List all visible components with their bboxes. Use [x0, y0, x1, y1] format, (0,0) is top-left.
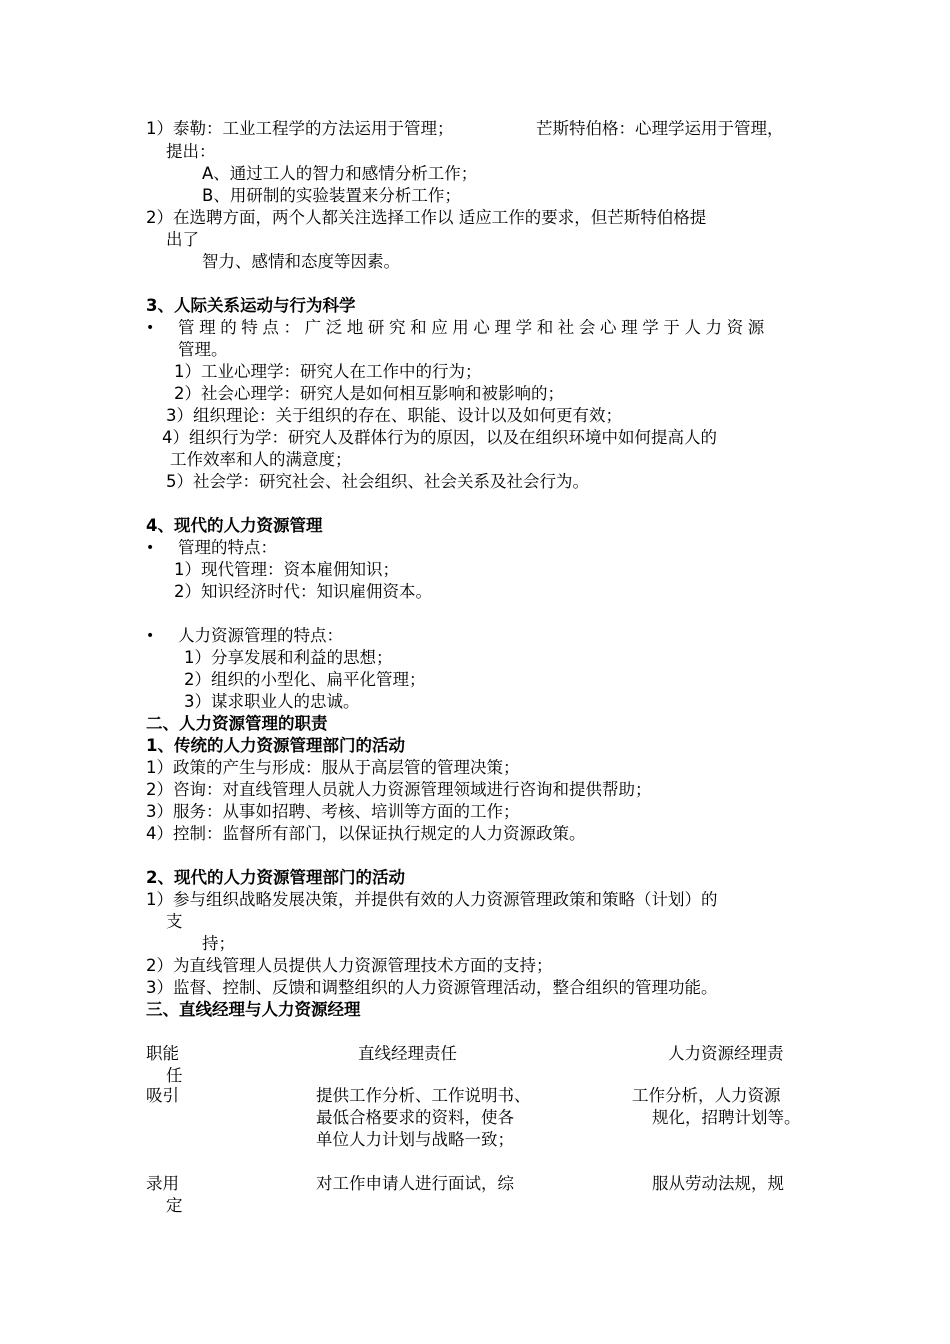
selection-line-cont: 出了 [166, 230, 199, 249]
selection-line: 2）在选聘方面，两个人都关注选择工作以 适应工作的要求，但芒斯特伯格提 [146, 208, 707, 227]
list-item: 1）现代管理：资本雇佣知识； [174, 560, 399, 579]
bullet-icon: • [146, 540, 155, 556]
table-header-hr-manager: 人力资源经理责 [668, 1044, 784, 1063]
list-item: 1）分享发展和利益的思想； [184, 648, 393, 667]
heading-modern-hrm: 4、现代的人力资源管理 [146, 516, 323, 535]
table-cell-line: 提供工作分析、工作说明书、 [316, 1086, 531, 1105]
list-item-cont: 工作效率和人的满意度； [170, 450, 352, 469]
table-cell-line: 单位人力计划与战略一致； [316, 1130, 514, 1149]
list-item: 4）控制：监督所有部门，以保证执行规定的人力资源政策。 [146, 824, 586, 843]
list-item: 2）组织的小型化、扁平化管理； [184, 670, 426, 689]
list-item: 4）组织行为学：研究人及群体行为的原因，以及在组织环境中如何提高人的 [162, 428, 717, 447]
table-cell-function: 录用 [146, 1174, 179, 1193]
proposed-label: 提出： [166, 142, 216, 161]
table-cell-function-cont: 定 [166, 1196, 183, 1215]
bullet-icon: • [146, 628, 155, 644]
item-b: B、用研制的实验装置来分析工作； [202, 186, 461, 205]
heading-line-vs-hr: 三、直线经理与人力资源经理 [146, 1000, 361, 1019]
taylor-line: 1）泰勒：工业工程学的方法运用于管理； [146, 119, 454, 138]
list-item: 3）谋求职业人的忠诚。 [184, 692, 360, 711]
list-item: 1）政策的产生与形成：服从于高层管的管理决策； [146, 758, 520, 777]
table-cell-hr: 工作分析，人力资源 [632, 1086, 781, 1105]
mgmt-feature-text: 管理的特点：广泛地研究和应用心理学和社会心理学于人力资源 [178, 318, 769, 337]
list-item: 5）社会学：研究社会、社会组织、社会关系及社会行为。 [166, 472, 589, 491]
table-header-function: 职能 [146, 1044, 179, 1063]
subheading-modern: 2、现代的人力资源管理部门的活动 [146, 868, 405, 887]
table-cell-line: 对工作申请人进行面试，综 [316, 1174, 514, 1193]
table-cell-line: 最低合格要求的资料，使各 [316, 1108, 514, 1127]
table-cell-function: 吸引 [146, 1086, 179, 1105]
item-a: A、通过工人的智力和感情分析工作； [202, 164, 478, 183]
mgmt-feature-text-cont: 管理。 [178, 340, 228, 359]
list-item: 2）咨询：对直线管理人员就人力资源管理领域进行咨询和提供帮助； [146, 780, 652, 799]
subheading-traditional: 1、传统的人力资源管理部门的活动 [146, 736, 405, 755]
munsterberg-line: 芒斯特伯格：心理学运用于管理， [536, 119, 784, 138]
list-item: 1）参与组织战略发展决策，并提供有效的人力资源管理政策和策略（计划）的 [146, 890, 718, 909]
table-cell-hr: 服从劳动法规，规 [652, 1174, 784, 1193]
table-header-line-manager: 直线经理责任 [358, 1044, 457, 1063]
mgmt-feature-label: 管理的特点： [178, 538, 277, 557]
list-item: 2）知识经济时代：知识雇佣资本。 [174, 582, 432, 601]
heading-hrm-duties: 二、人力资源管理的职责 [146, 714, 328, 733]
table-header-function-cont: 任 [166, 1066, 183, 1085]
heading-human-relations: 3、人际关系运动与行为科学 [146, 296, 356, 315]
list-item: 3）组织理论：关于组织的存在、职能、设计以及如何更有效； [166, 406, 622, 425]
list-item: 3）服务：从事如招聘、考核、培训等方面的工作； [146, 802, 520, 821]
table-cell-hr: 规化，招聘计划等。 [652, 1108, 801, 1127]
list-item: 1）工业心理学：研究人在工作中的行为； [174, 362, 482, 381]
list-item: 3）监督、控制、反馈和调整组织的人力资源管理活动，整合组织的管理功能。 [146, 978, 718, 997]
list-item-cont: 持； [202, 934, 235, 953]
list-item-cont: 支 [166, 912, 183, 931]
list-item: 2）为直线管理人员提供人力资源管理技术方面的支持； [146, 956, 553, 975]
selection-factors: 智力、感情和态度等因素。 [202, 252, 400, 271]
list-item: 2）社会心理学：研究人是如何相互影响和被影响的； [174, 384, 564, 403]
bullet-icon: • [146, 320, 155, 336]
hrm-feature-label: 人力资源管理的特点： [178, 626, 343, 645]
